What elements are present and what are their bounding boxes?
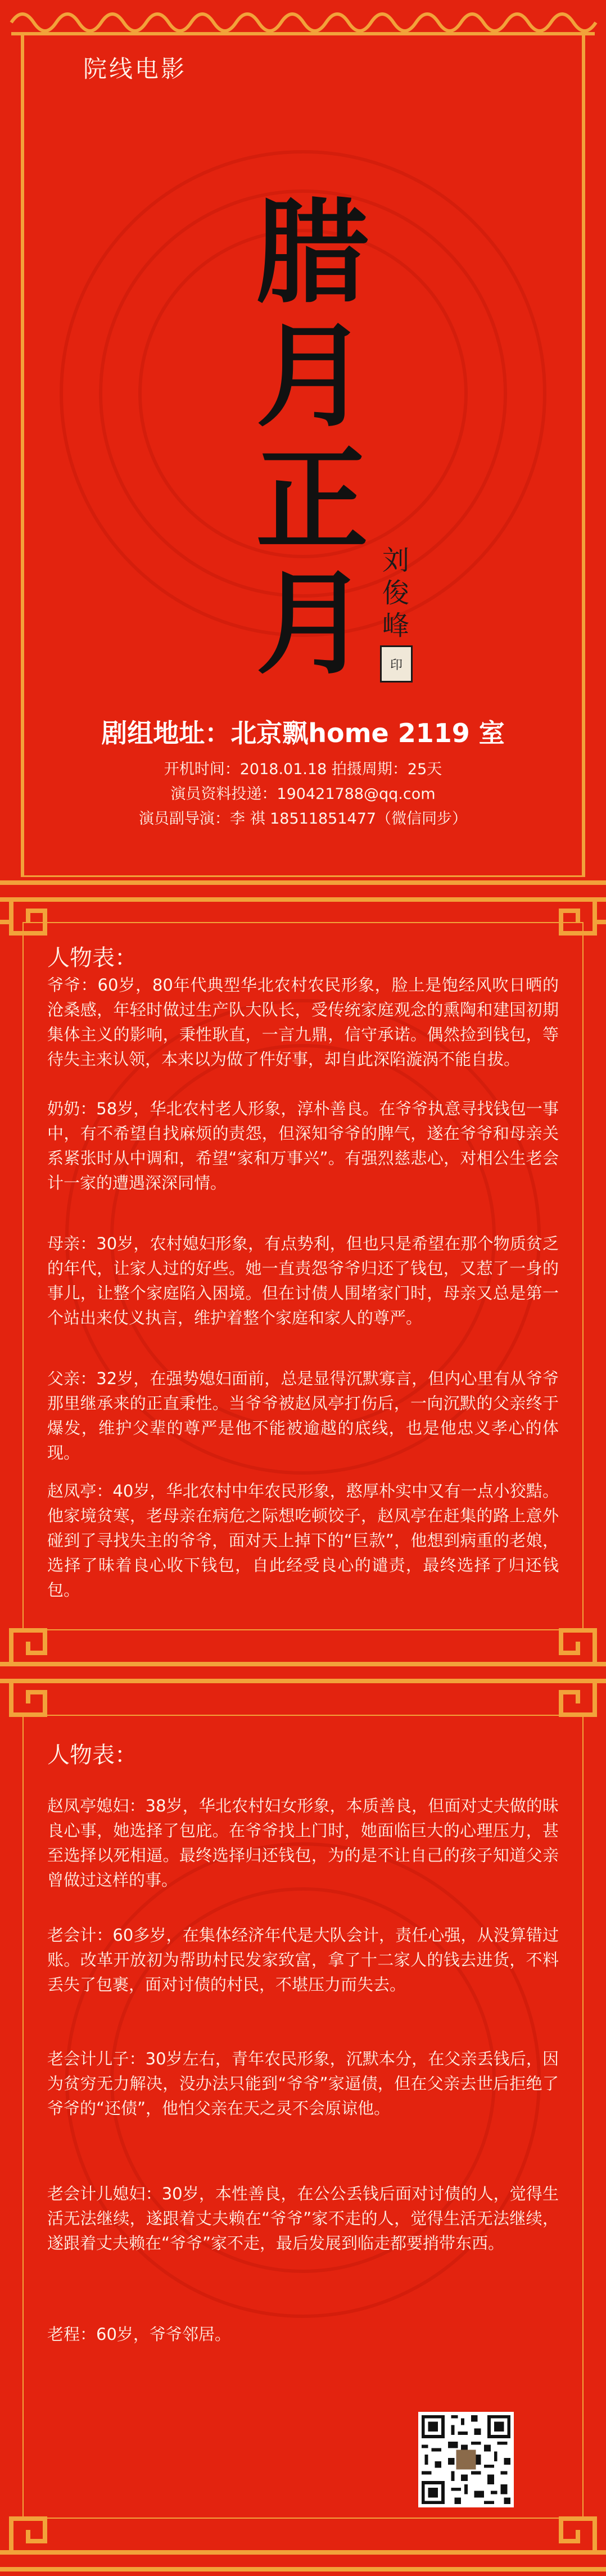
character-old-accountant: 老会计：60多岁，在集体经济年代是大队会计，责任心强，从没算错过账。改革开放初为帮助村民发家致富，拿了十二家人的钱去进货，不料丢失了包裹，面对讨债的村民，不堪压力而失去。 [47, 1926, 559, 1994]
director-signature: 刘 俊 峰 [382, 545, 409, 641]
character-grandpa: 爷爷：60岁，80年代典型华北农村农民形象，脸上是饱经风吹日晒的沧桑感，年轻时做过生产队大队长，受传统家庭观念的熏陶和建国初期集体主义的影响，秉性耿直，一言九鼎，信守承诺。偶然捡到钱包，等待失主来认领，本来以为做了件好事，却自此深陷漩涡不能自拔。 [47, 975, 559, 1069]
character-zhao-fengting: 赵凤亭：40岁，华北农村中年农民形象，憨厚朴实中又有一点小狡黠。他家境贫寒，老母亲在病危之际想吃顿饺子，赵凤亭在赶集的路上意外碰到了寻找失主的爷爷，面对天上掉下的“巨款”，他想到病重的老娘，选择了昧着良心收下钱包，自此经受良心的谴责，最终选择了归还钱包。 [47, 1481, 559, 1599]
assistant-director: 演员副导演：李 祺 18511851477（微信同步） [138, 810, 468, 828]
seal-stamp: 印 [380, 645, 413, 683]
character-father: 父亲：32岁，在强势媳妇面前，总是显得沉默寡言，但内心里有从爷爷那里继承来的正直秉性。当爷爷被赵凤亭打伤后，一向沉默的父亲终于爆发，维护父辈的尊严是他不能被逾越的底线，也是他忠义孝心的体现。 [47, 1369, 559, 1462]
start-time: 开机时间：2018.01.18 拍摄周期：25天 [164, 761, 442, 778]
title-char-3: 正 [255, 434, 368, 566]
character-mother: 母亲：30岁，农村媳妇形象，有点势利，但也只是希望在那个物质贫乏的年代，让家人过的好些。她一直责怨爷爷归还了钱包，又惹了一身的事儿，让整个家庭陷入困境。但在讨债人围堵家门时，母亲又总是第一个站出来仗义执言，维护着整个家庭和家人的尊严。 [47, 1234, 559, 1327]
crew-address: 剧组地址：北京飘home 2119 室 [101, 718, 505, 748]
brand-label: 院线电影 [83, 55, 187, 83]
character-grandma: 奶奶：58岁，华北农村老人形象，淳朴善良。在爷爷执意寻找钱包一事中，有不希望自找麻烦的责怨，但深知爷爷的脾气，遂在爷爷和母亲关系紧张时从中调和，希望“家和万事兴”。有强烈慈悲心，对相公生老会计一家的遭遇深深同情。 [47, 1099, 559, 1192]
character-zhao-wife: 赵凤亭媳妇：38岁，华北农村妇女形象，本质善良，但面对丈夫做的昧良心事，她选择了包庇。在爷爷找上门时，她面临巨大的心理压力，甚至选择以死相逼。最终选择归还钱包，为的是不让自己的孩子知道父亲曾做过这样的事。 [47, 1796, 559, 1890]
character-accountant-daughter-in-law: 老会计儿媳妇：30岁，本性善良，在公公丢钱后面对讨债的人，觉得生活无法继续，遂跟着丈夫赖在“爷爷”家不走的人，觉得生活无法继续，遂跟着丈夫赖在“爷爷”家不走，最后发展到临走都要捎带东西。 [47, 2184, 559, 2253]
character-accountant-son: 老会计儿子：30岁左右，青年农民形象，沉默本分，在父亲丢钱后，因为贫穷无力解决，没办法只能到“爷爷”家逼债，但在父亲去世后拒绝了爷爷的“还债”，他怕父亲在天之灵不会原谅他。 [47, 2049, 559, 2118]
qr-code[interactable] [418, 2412, 514, 2507]
title-char-1: 腊 [255, 187, 368, 319]
section2-title: 人物表： [47, 1742, 137, 1768]
character-lao-cheng: 老程：60岁，爷爷邻居。 [47, 2325, 231, 2344]
title-char-2: 月 [255, 310, 368, 442]
submit-email: 演员资料投递：190421788@qq.com [170, 785, 436, 803]
section1-title: 人物表： [47, 945, 137, 971]
title-char-4: 月 [255, 558, 368, 690]
